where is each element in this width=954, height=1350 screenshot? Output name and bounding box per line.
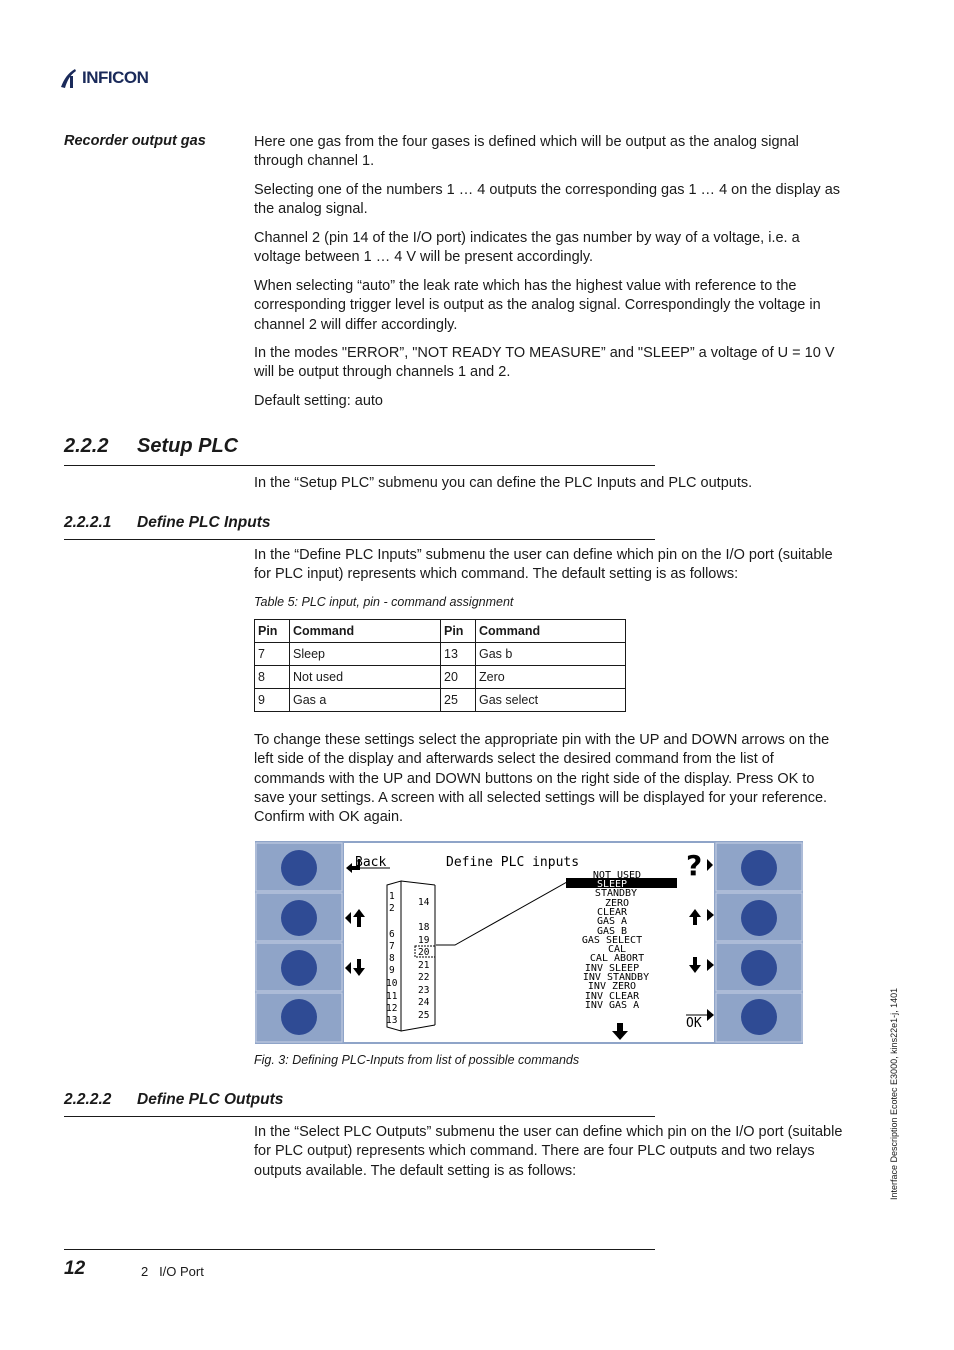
- command-item[interactable]: ZERO: [604, 898, 630, 909]
- setup-plc-text: In the “Setup PLC” submenu you can define the PLC Inputs and PLC outputs.: [254, 475, 753, 491]
- pin-label: 11: [386, 991, 398, 1002]
- back-label: Back: [355, 855, 387, 870]
- pin-label: 8: [389, 953, 395, 964]
- inficon-logo: [58, 66, 148, 90]
- pin-label: 1: [389, 891, 395, 902]
- table-cell: 9: [255, 689, 290, 712]
- recorder-paragraph-4: When selecting “auto” the leak rate which has the highest value with reference to the corresponding trigger level is output as the analog signal. Correspondingly the voltage in channel 2 will differ accordingly.: [254, 278, 821, 333]
- section-title-define-plc-inputs: Define PLC Inputs: [137, 514, 271, 531]
- table-row: [255, 689, 626, 712]
- command-item[interactable]: INV GAS A: [584, 1000, 640, 1011]
- table-header: Pin: [441, 620, 476, 643]
- section-number-2222: 2.2.2.2: [64, 1091, 112, 1108]
- pin-label: 10: [386, 978, 398, 989]
- table-cell: 25: [441, 689, 476, 712]
- right-button-4[interactable]: [741, 999, 777, 1035]
- pin-label: 23: [418, 985, 430, 996]
- page-number: 12: [64, 1258, 86, 1279]
- recorder-paragraph-3: Channel 2 (pin 14 of the I/O port) indicates the gas number by way of a voltage, i.e. a voltage between 1 … 4 V will be present accordingly.: [254, 230, 800, 266]
- table-header-row: [255, 620, 626, 643]
- ok-label[interactable]: OK: [686, 1016, 702, 1031]
- document-reference: Interface Description Ecotec E3000, kins22e1-j, 1401: [889, 987, 899, 1200]
- table-row: [255, 643, 626, 666]
- pin-label: 25: [418, 1010, 430, 1021]
- pin-command-table: [254, 619, 626, 712]
- help-icon: ?: [686, 849, 703, 882]
- pin-label: 22: [418, 972, 430, 983]
- recorder-default-setting: Default setting: auto: [254, 393, 383, 409]
- left-button-panel: [256, 843, 342, 1042]
- command-item-selected[interactable]: SLEEP: [596, 879, 628, 890]
- section-number-222: 2.2.2: [64, 435, 109, 457]
- table-cell: Gas b: [476, 643, 626, 666]
- table-cell: 13: [441, 643, 476, 666]
- footer-rule: [64, 1249, 655, 1250]
- lcd-display: [344, 843, 714, 1042]
- pin-label: 24: [418, 997, 430, 1008]
- table-cell: Not used: [290, 666, 441, 689]
- screen-title: Define PLC inputs: [446, 855, 580, 870]
- table-cell: Gas a: [290, 689, 441, 712]
- logo-text: INFICON: [82, 68, 149, 87]
- pin-label: 6: [389, 929, 395, 940]
- command-item[interactable]: CAL ABORT: [589, 953, 645, 964]
- table-cell: 20: [441, 666, 476, 689]
- left-button-2[interactable]: [281, 900, 317, 936]
- section-title-define-plc-outputs: Define PLC Outputs: [137, 1091, 284, 1108]
- inficon-logo-icon: [58, 67, 78, 89]
- pin-label: 7: [389, 941, 395, 952]
- command-item[interactable]: GAS B: [596, 926, 628, 937]
- command-item[interactable]: INV SLEEP: [584, 963, 640, 974]
- pin-label: 2: [389, 903, 395, 914]
- command-item[interactable]: INV CLEAR: [584, 991, 640, 1002]
- right-button-1[interactable]: [741, 850, 777, 886]
- define-plc-inputs-screen: [255, 841, 803, 1044]
- define-inputs-text: In the “Define PLC Inputs” submenu the user can define which pin on the I/O port (suitable for PLC input) represents which command. The default setting is as follows:: [254, 547, 833, 583]
- table-cell: Gas select: [476, 689, 626, 712]
- section-title-setup-plc: Setup PLC: [137, 435, 239, 457]
- table-header: Command: [290, 620, 441, 643]
- table-cell: 8: [255, 666, 290, 689]
- command-item[interactable]: STANDBY: [594, 888, 638, 899]
- pin-label: 9: [389, 965, 395, 976]
- left-button-1[interactable]: [281, 850, 317, 886]
- command-item[interactable]: GAS SELECT: [581, 935, 643, 946]
- command-item[interactable]: CLEAR: [596, 907, 628, 918]
- right-button-3[interactable]: [741, 950, 777, 986]
- left-button-4[interactable]: [281, 999, 317, 1035]
- pin-label: 21: [418, 960, 430, 971]
- left-button-3[interactable]: [281, 950, 317, 986]
- define-outputs-text: In the “Select PLC Outputs” submenu the user can define which pin on the I/O port (suitable for PLC output) represents which command. There are four PLC outputs and two relays outputs available. The default setting is as follows:: [254, 1124, 843, 1179]
- pin-label: 19: [418, 935, 430, 946]
- define-inputs-instructions: To change these settings select the appropriate pin with the UP and DOWN arrows on the left side of the display and afterwards select the desired command from the list of commands with the UP and DOWN buttons on the right side of the display. Press OK to save your settings. A screen with all selected settings will be displayed for your reference. Confirm with OK again.: [254, 732, 830, 826]
- pin-label: 18: [418, 922, 430, 933]
- section-number-2221: 2.2.2.1: [64, 514, 112, 531]
- pin-label: 20: [418, 947, 430, 958]
- command-item[interactable]: CAL: [607, 944, 627, 955]
- figure-caption: Fig. 3: Defining PLC-Inputs from list of possible commands: [254, 1053, 580, 1067]
- footer-chapter: 2 I/O Port: [141, 1264, 204, 1279]
- table-header: Pin: [255, 620, 290, 643]
- right-button-2[interactable]: [741, 900, 777, 936]
- table-caption: Table 5: PLC input, pin - command assignment: [254, 595, 514, 609]
- pin-label: 14: [418, 897, 430, 908]
- table-cell: Sleep: [290, 643, 441, 666]
- recorder-paragraph-5: In the modes "ERROR”, "NOT READY TO MEASURE” and "SLEEP” a voltage of U = 10 V will be output through channels 1 and 2.: [254, 345, 835, 381]
- pin-label: 12: [386, 1003, 398, 1014]
- recorder-paragraph-2: Selecting one of the numbers 1 … 4 outputs the corresponding gas 1 … 4 on the display as the analog signal.: [254, 182, 841, 218]
- recorder-label: Recorder output gas: [64, 133, 206, 149]
- table-cell: Zero: [476, 666, 626, 689]
- command-item[interactable]: INV STANDBY: [582, 972, 650, 983]
- command-item[interactable]: INV ZERO: [587, 981, 637, 992]
- pin-label: 13: [386, 1015, 398, 1026]
- section-rule: [64, 1116, 655, 1117]
- table-row: [255, 666, 626, 689]
- recorder-paragraph-1: Here one gas from the four gases is defined which will be output as the analog signal through channel 1.: [254, 134, 799, 170]
- command-item[interactable]: GAS A: [596, 916, 628, 927]
- table-cell: 7: [255, 643, 290, 666]
- table-header: Command: [476, 620, 626, 643]
- command-item[interactable]: NOT USED: [592, 870, 642, 881]
- section-rule: [64, 465, 655, 466]
- right-button-panel: [716, 843, 802, 1042]
- section-rule: [64, 539, 655, 540]
